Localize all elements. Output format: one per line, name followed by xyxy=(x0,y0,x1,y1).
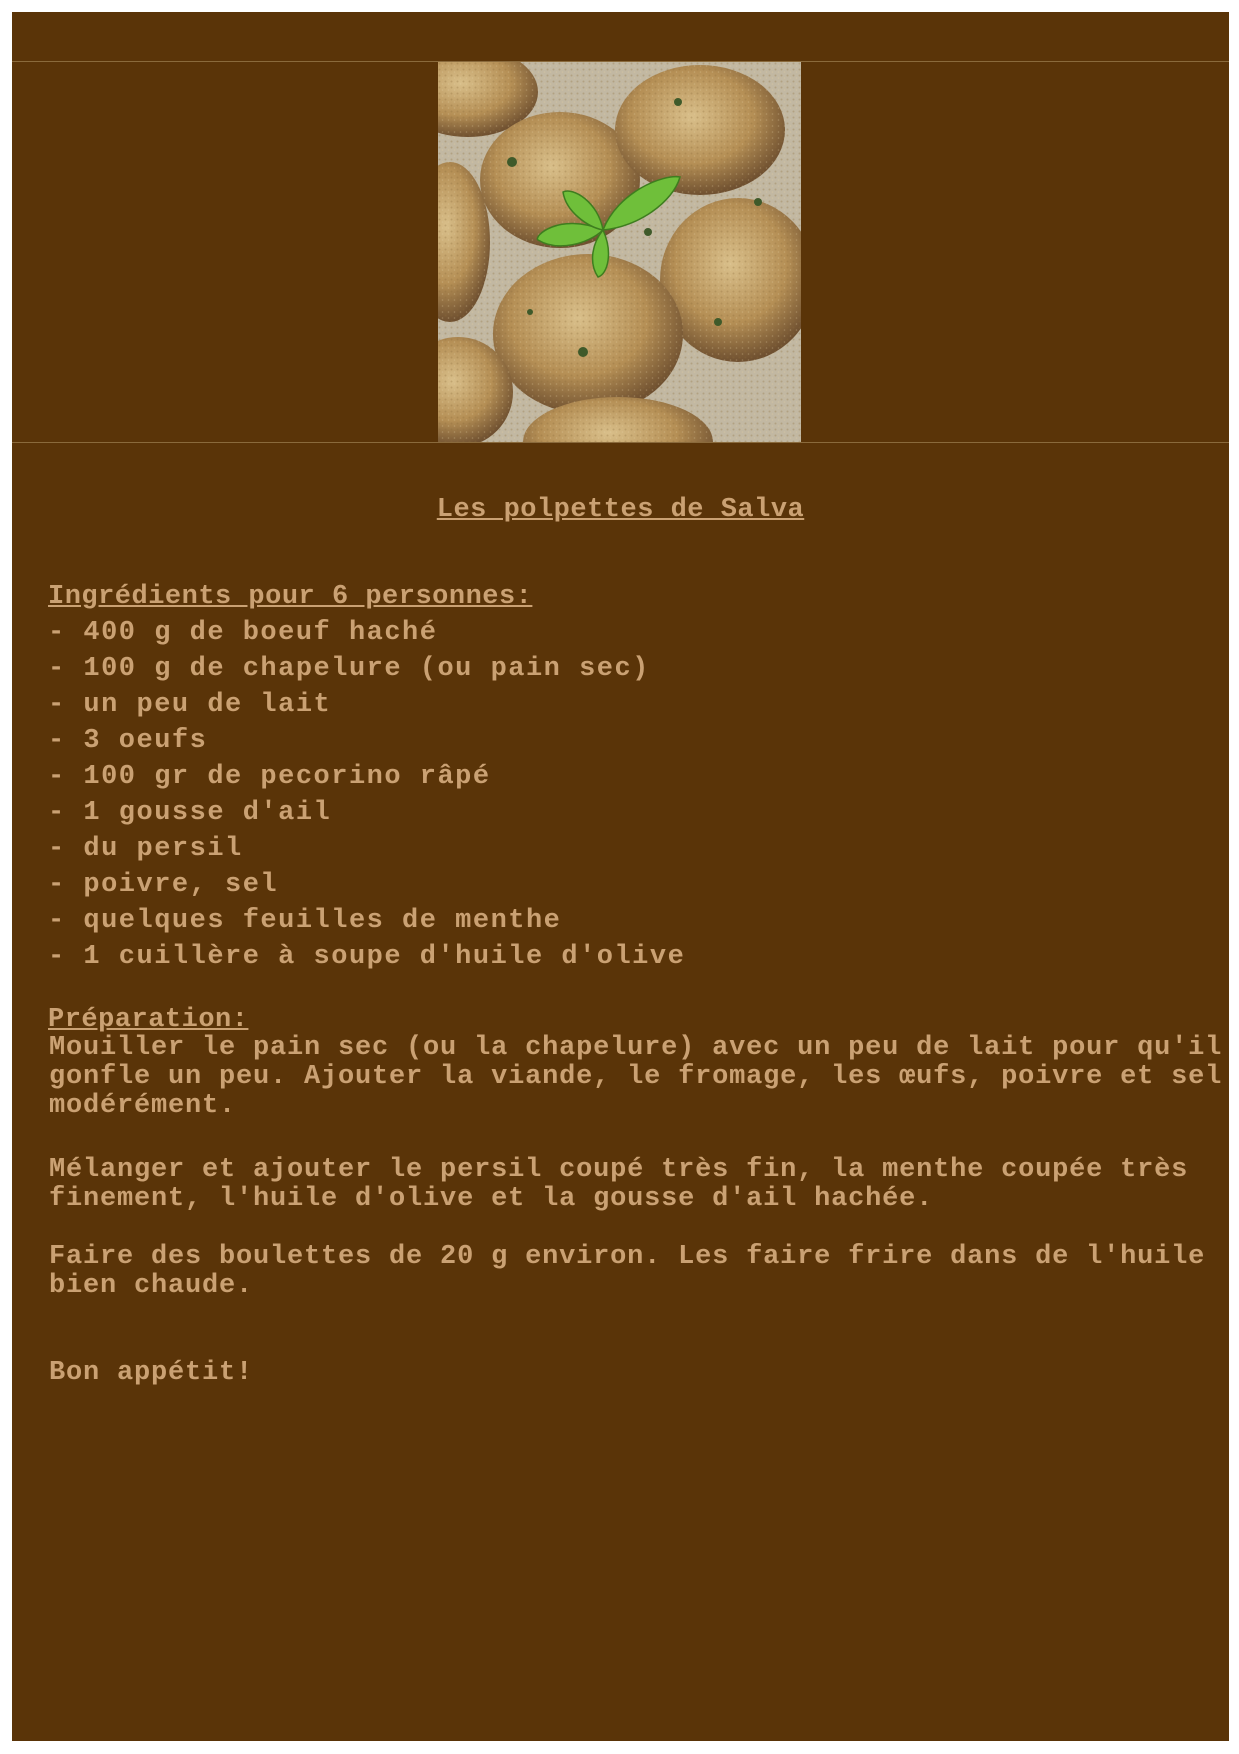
ingredient-item: - 1 cuillère à soupe d'huile d'olive xyxy=(48,942,686,972)
recipe-page xyxy=(12,12,1229,1741)
preparation-heading: Préparation: xyxy=(48,1005,249,1035)
ingredients-heading: Ingrédients pour 6 personnes: xyxy=(48,582,533,612)
closing-text: Bon appétit! xyxy=(49,1358,254,1388)
ingredient-item: - du persil xyxy=(48,834,243,864)
ingredient-item: - un peu de lait xyxy=(48,690,332,720)
header-band xyxy=(12,12,1229,62)
ingredient-item: - poivre, sel xyxy=(48,870,279,900)
ingredient-item: - 1 gousse d'ail xyxy=(48,798,332,828)
ingredient-item: - 3 oeufs xyxy=(48,726,208,756)
preparation-step: Mélanger et ajouter le persil coupé très fin, la menthe coupée très finement, l'huile d'olive et la gousse d'ail hachée. xyxy=(49,1155,1189,1214)
recipe-photo xyxy=(438,62,801,442)
preparation-step: Mouiller le pain sec (ou la chapelure) avec un peu de lait pour qu'il gonfle un peu. Ajouter la viande, le fromage, les œufs, poivre et sel modérément. xyxy=(49,1033,1223,1121)
ingredient-item: - 100 g de chapelure (ou pain sec) xyxy=(48,654,650,684)
ingredient-item: - quelques feuilles de menthe xyxy=(48,906,562,936)
ingredient-item: - 400 g de boeuf haché xyxy=(48,618,438,648)
preparation-step: Faire des boulettes de 20 g environ. Les faire frire dans de l'huile bien chaude. xyxy=(49,1242,1206,1301)
ingredient-item: - 100 gr de pecorino râpé xyxy=(48,762,491,792)
recipe-title: Les polpettes de Salva xyxy=(436,495,805,525)
photo-band xyxy=(12,62,1229,443)
ingredients-list xyxy=(48,615,685,975)
